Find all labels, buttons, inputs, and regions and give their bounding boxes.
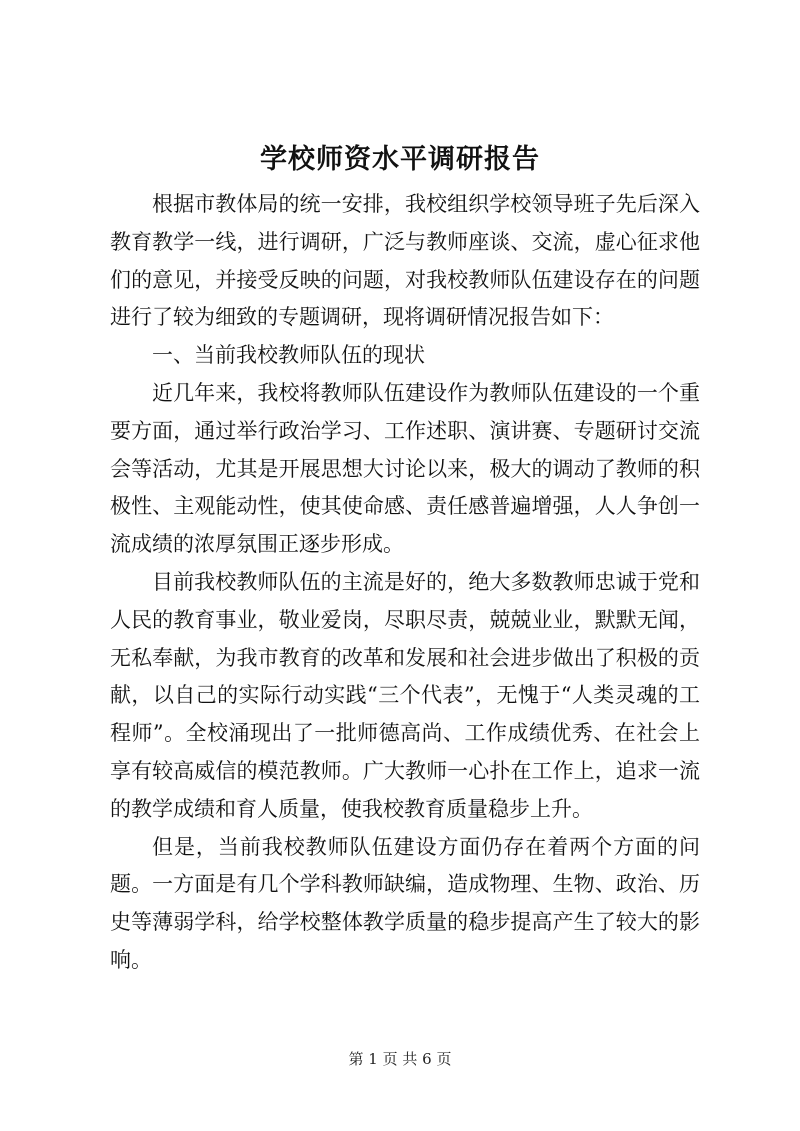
document-body — [110, 186, 700, 980]
document-title: 学校师资水平调研报告 — [260, 144, 540, 175]
paragraph-mainstream: 目前我校教师队伍的主流是好的，绝大多数教师忠诚于党和人民的教育事业，敬业爱岗，尽职尽责，兢兢业业，默默无闻，无私奉献，为我市教育的改革和发展和社会进步做出了积极的贡献，以自己的实际行动实践“三个代表”，无愧于“人类灵魂的工程师”。全校涌现出了一批师德高尚、工作成绩优秀、在社会上享有较高威信的模范教师。广大教师一心扑在工作上，追求一流的教学成绩和育人质量，使我校教育质量稳步上升。 — [110, 569, 700, 821]
paragraph-status: 近几年来，我校将教师队伍建设作为教师队伍建设的一个重要方面，通过举行政治学习、工作述职、演讲赛、专题研讨交流会等活动，尤其是开展思想大讨论以来，极大的调动了教师的积极性、主观能动性，使其使命感、责任感普遍增强，人人争创一流成绩的浓厚氛围正逐步形成。 — [110, 380, 700, 557]
section-heading: 一、当前我校教师队伍的现状 — [152, 343, 425, 368]
page-footer: 第 1 页 共 6 页 — [348, 1050, 452, 1068]
paragraph-intro: 根据市教体局的统一安排，我校组织学校领导班子先后深入教育教学一线，进行调研，广泛与教师座谈、交流，虚心征求他们的意见，并接受反映的问题，对我校教师队伍建设存在的问题进行了较为细致的专题调研，现将调研情况报告如下： — [110, 192, 700, 330]
paragraph-problems: 但是，当前我校教师队伍建设方面仍存在着两个方面的问题。一方面是有几个学科教师缺编，造成物理、生物、政治、历史等薄弱学科，给学校整体教学质量的稳步提高产生了较大的影响。 — [110, 834, 700, 972]
